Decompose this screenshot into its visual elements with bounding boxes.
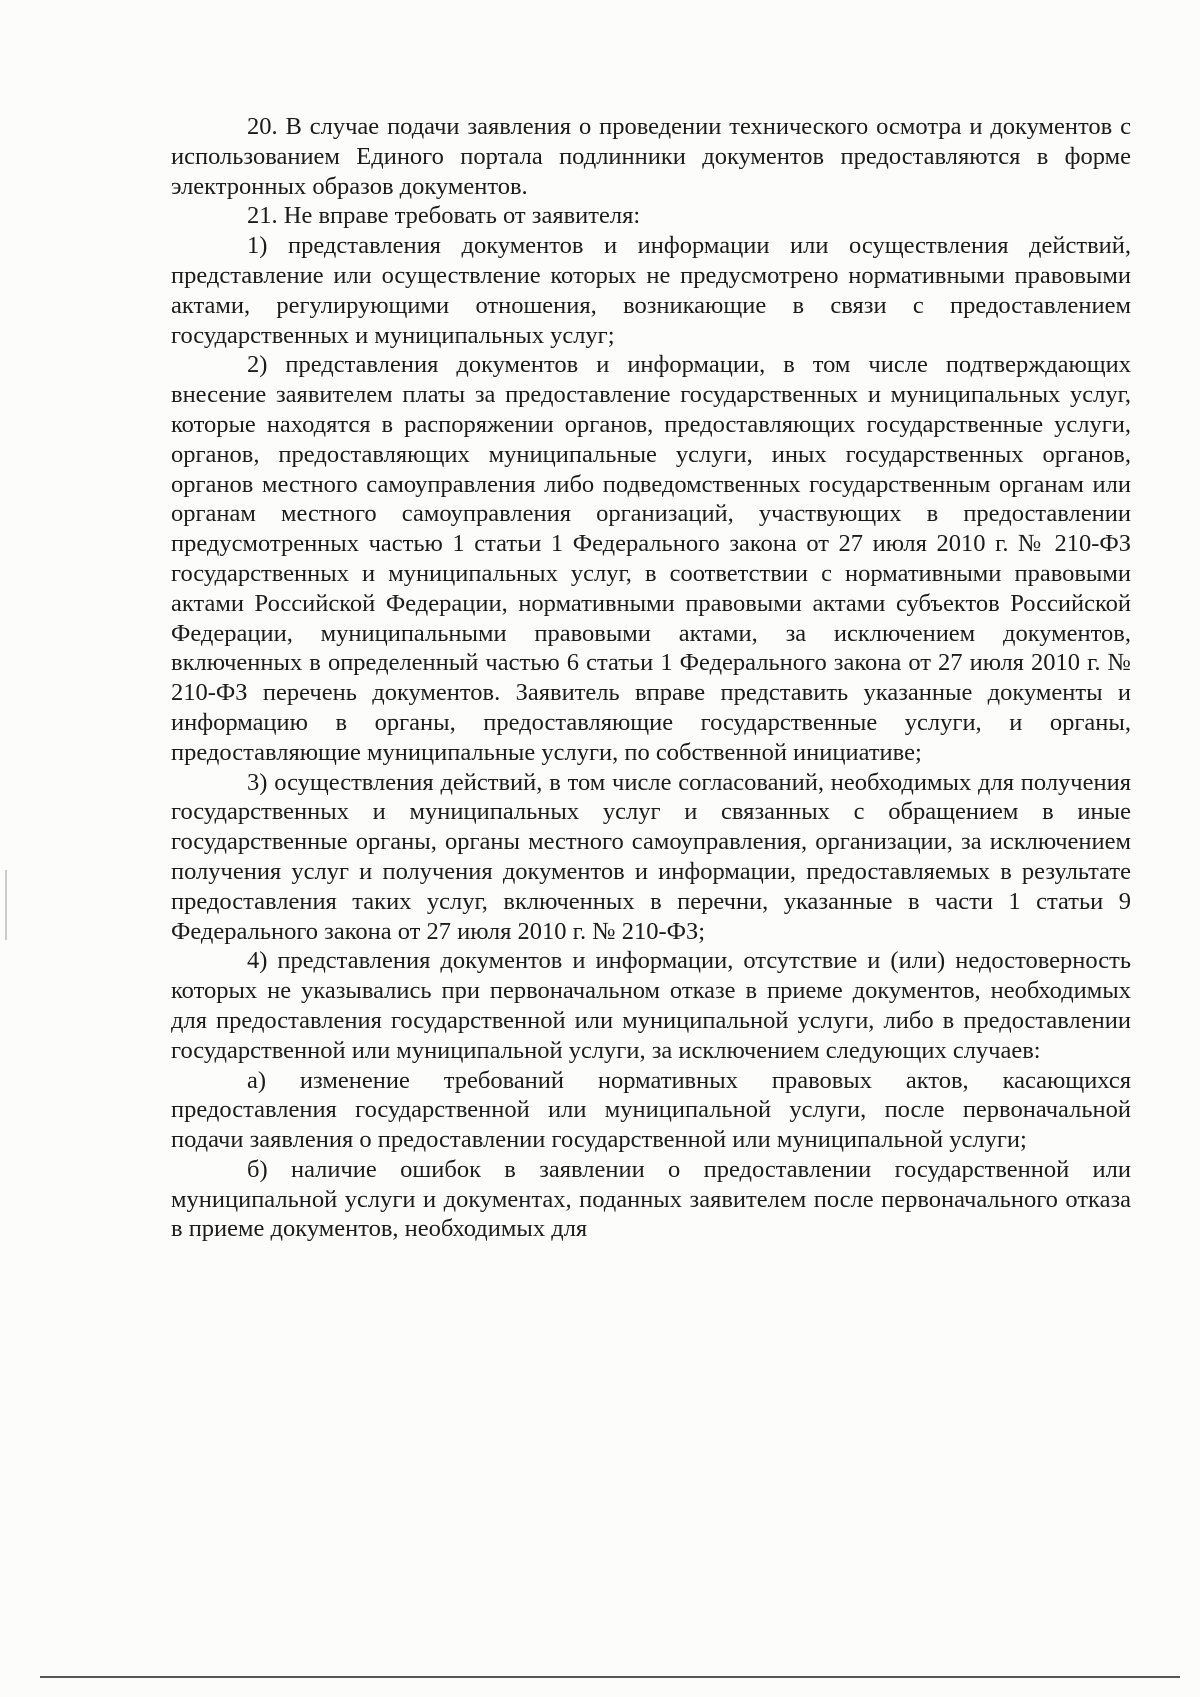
paragraph-subitem-a: а) изменение требований нормативных правовых актов, касающихся предоставления государственной или муниципальной услуги, после первоначальной подачи заявления о предоставлении государственной или муниципальной услуги; [171, 1066, 1131, 1154]
paragraph-20: 20. В случае подачи заявления о проведении технического осмотра и документов с использованием Единого портала подлинники документов предоставляются в форме электронных образов документов. [171, 113, 1131, 200]
paragraph-subitem-b: б) наличие ошибок в заявлении о предоставлении государственной или муниципальной услуги и документах, поданных заявителем после первоначального отказа в приеме документов, необходимых для [171, 1155, 1131, 1243]
paragraph-item-1: 1) представления документов и информации или осуществления действий, представление или осуществление которых не предусмотрено нормативными правовыми актами, регулирующими отношения, возникающие в связи с предоставлением государственных и муниципальных услуг; [171, 232, 1131, 349]
page-bottom-edge-line [40, 1676, 1180, 1678]
paragraph-21: 21. Не вправе требовать от заявителя: [247, 202, 641, 230]
scan-edge-mark [5, 870, 7, 940]
paragraph-item-3: 3) осуществления действий, в том числе согласований, необходимых для получения государственных и муниципальных услуг и связанных с обращением в иные государственные органы, органы местного самоуправления, организации, за исключением получения услуг и получения документов и информации, предоставляемых в результате предоставления таких услуг, включенных в перечни, указанные в части 1 статьи 9 Федерального закона от 27 июля 2010 г. № 210-ФЗ; [171, 768, 1131, 945]
paragraph-item-2: 2) представления документов и информации, в том числе подтверждающих внесение заявителем платы за предоставление государственных и муниципальных услуг, которые находятся в распоряжении органов, предоставляющих государственные услуги, органов, предоставляющих муниципальные услуги, иных государственных органов, органов местного самоуправления либо подведомственных государственным органам или органам местного самоуправления организаций, участвующих в предоставлении предусмотренных частью 1 статьи 1 Федерального закона от 27 июля 2010 г. № 210-ФЗ государственных и муниципальных услуг, в соответствии с нормативными правовыми актами Российской Федерации, нормативными правовыми актами субъектов Российской Федерации, муниципальными правовыми актами, за исключением документов, включенных в определенный частью 6 статьи 1 Федерального закона от 27 июля 2010 г. № 210-ФЗ перечень документов. Заявитель вправе представить указанные документы и информацию в органы, предоставляющие государственные услуги, и органы, предоставляющие муниципальные услуги, по собственной инициативе; [171, 351, 1131, 766]
paragraph-item-4: 4) представления документов и информации, отсутствие и (или) недостоверность которых не указывались при первоначальном отказе в приеме документов, необходимых для предоставления государственной или муниципальной услуги, либо в предоставлении государственной или муниципальной услуги, за исключением следующих случаев: [171, 947, 1131, 1064]
document-body [171, 112, 1131, 1244]
